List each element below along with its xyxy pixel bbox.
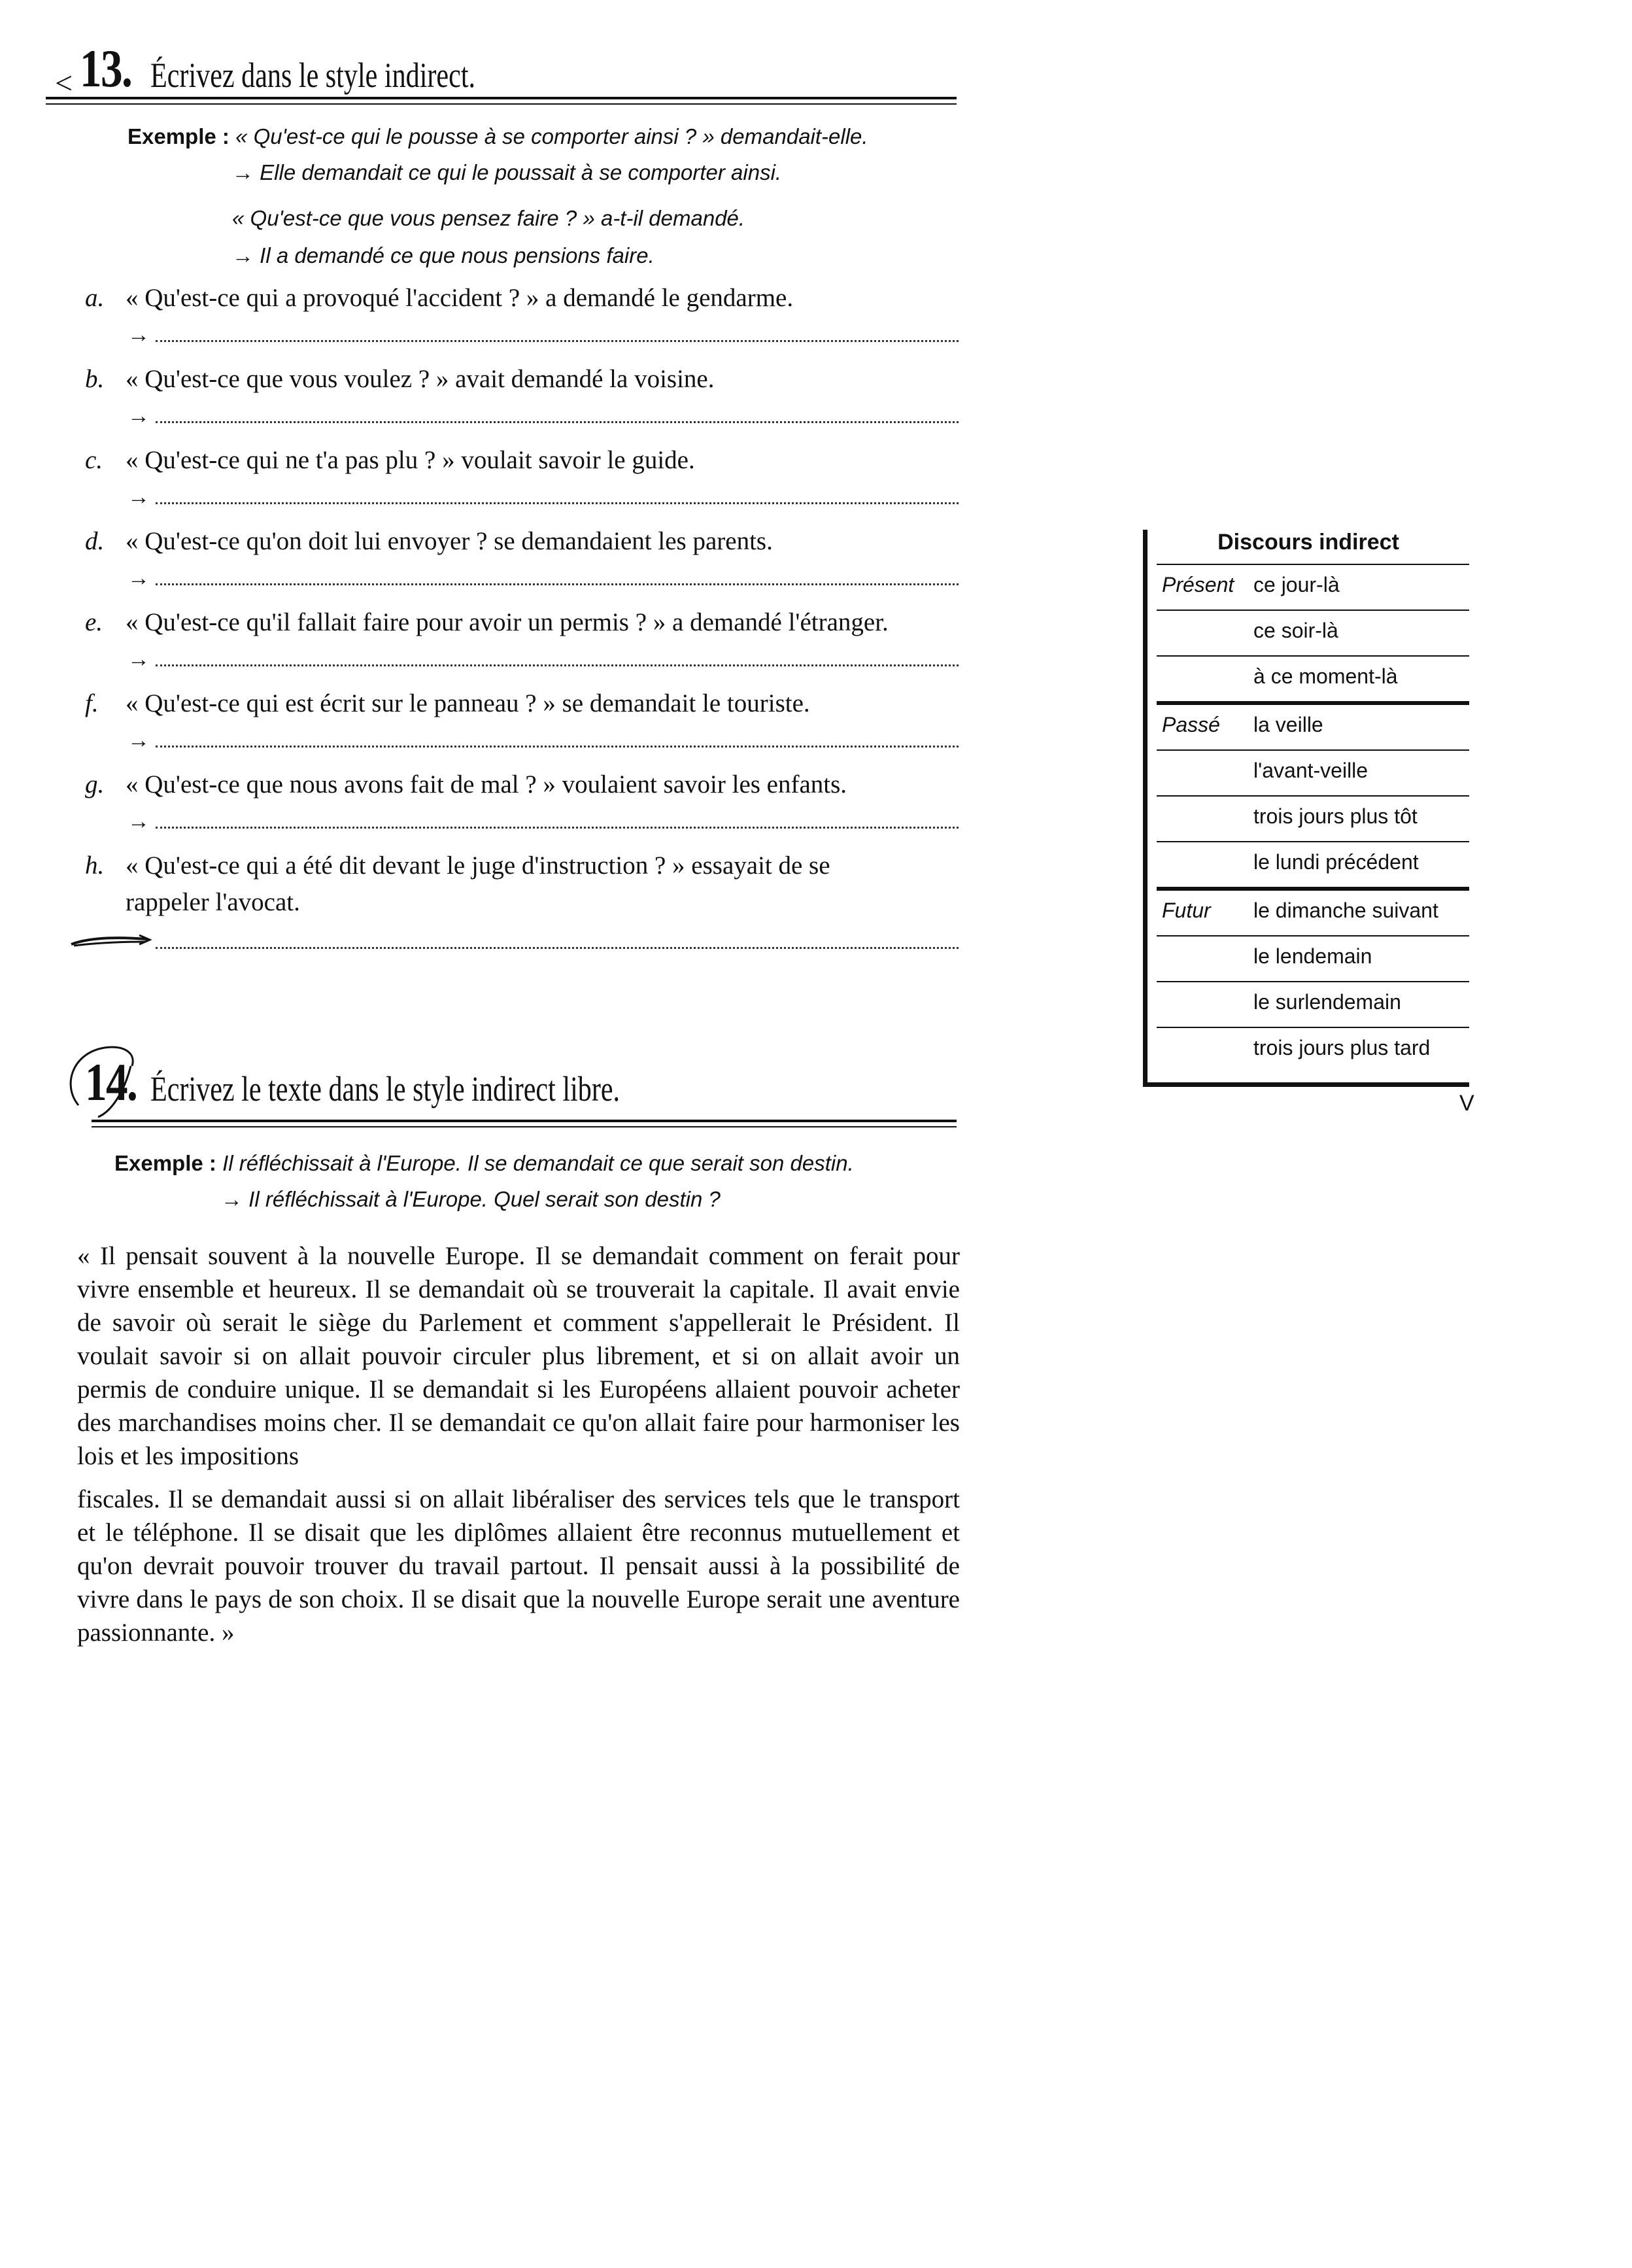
example-13-line-1: Exemple : « Qu'est-ce qui le pousse à se comporter ainsi ? » demandait-elle. [128,124,868,148]
table-row: le lendemain [1157,935,1469,982]
item-question: « Qu'est-ce qu'il fallait faire pour avoir un permis ? » a demandé l'étranger. [126,608,889,636]
indirect-speech-table [1143,530,1469,1087]
answer-line-b[interactable] [156,421,959,423]
table-row: trois jours plus tôt [1157,795,1469,842]
item-question: « Qu'est-ce qui a provoqué l'accident ? » a demandé le gendarme. [126,284,794,312]
item-letter: b. [85,365,105,393]
item-letter: h. [85,851,105,880]
answer-arrow: → [128,810,150,834]
table-row: Présent ce jour-là [1157,564,1469,611]
answer-arrow: → [128,566,150,591]
exercise-title: Écrivez dans le style indirect. [150,56,476,95]
text-paragraph-1: « Il pensait souvent à la nouvelle Europe. Il se demandait comment on ferait pour vivre ensemble et heureux. Il se demandait où se trouverait la capitale. Il avait envie de savoir où serait le siège du Parlement et comment s'appellerait le Président. Il voulait savoir si on allait pouvoir circuler plus librement, et si on allait avoir un permis de conduire unique. Il se demandait si les Européens allaient pouvoir acheter des marchandises moins cher. Il se demandait ce qu'on allait faire pour harmoniser les lois et les impositions [77,1242,960,1470]
answer-arrow: → [128,323,150,347]
table-row: Passé la veille [1157,701,1469,751]
header-rule-thin [92,1126,957,1127]
item-question: « Qu'est-ce qu'on doit lui envoyer ? se demandaient les parents. [126,527,773,555]
handwritten-arrow-icon [69,934,154,948]
example-label: Exemple : [114,1151,216,1175]
example-label: Exemple : [128,124,230,148]
example-13-line-4: → Il a demandé ce que nous pensions faire. [232,243,654,267]
answer-line-f[interactable] [156,746,959,747]
answer-line-c[interactable] [156,502,959,504]
example-14-line-1: Exemple : Il réfléchissait à l'Europe. Il se demandait ce que serait son destin. [114,1151,854,1175]
item-letter: d. [85,527,105,555]
answer-line-g[interactable] [156,827,959,829]
exercise-title: Écrivez le texte dans le style indirect libre. [150,1069,620,1108]
table-row: trois jours plus tard [1157,1027,1469,1074]
item-letter: a. [85,284,105,312]
exercise-number: 14. [85,1052,137,1112]
answer-arrow: → [128,647,150,672]
answer-arrow: → [128,485,150,509]
item-question: « Qu'est-ce qui a été dit devant le juge d'instruction ? » essayait de se [126,851,830,880]
table-row: l'avant-veille [1157,749,1469,797]
item-question: « Qu'est-ce que vous voulez ? » avait demandé la voisine. [126,365,715,393]
item-letter: e. [85,608,103,636]
example-13-line-3: « Qu'est-ce que vous pensez faire ? » a-t-il demandé. [232,206,745,230]
item-question: « Qu'est-ce qui ne t'a pas plu ? » voulait savoir le guide. [126,446,695,474]
handwritten-check-icon: < [55,66,73,101]
table-row: à ce moment-là [1157,655,1469,702]
header-rule-thin [46,103,957,105]
example-14-line-2: → Il réfléchissait à l'Europe. Quel serait son destin ? [221,1187,721,1211]
answer-line-a[interactable] [156,340,959,342]
answer-line-e[interactable] [156,664,959,666]
item-question-continued: rappeler l'avocat. [126,888,300,916]
item-question: « Qu'est-ce qui est écrit sur le panneau ? » se demandait le touriste. [126,689,810,717]
answer-arrow: → [128,729,150,753]
table-row: ce soir-là [1157,610,1469,657]
table-row: le lundi précédent [1157,841,1469,888]
answer-arrow: → [128,404,150,428]
handwritten-check-mark: V [1459,1091,1474,1116]
text-paragraph-2: fiscales. Il se demandait aussi si on allait libéraliser des services tels que le transport et le téléphone. Il se disait que les diplômes allaient être reconnus mutuellement et qu'on devrait pouvoir trouver du travail partout. Il pensait aussi à la possibilité de vivre dans le pays de son choix. Il se disait que la nouvelle Europe serait une aventure passionnante. » [77,1485,960,1647]
header-rule-thick [46,97,957,99]
answer-line-h[interactable] [156,947,959,949]
answer-line-d[interactable] [156,583,959,585]
table-row: Futur le dimanche suivant [1157,887,1469,936]
item-letter: g. [85,770,105,799]
item-letter: f. [85,689,99,717]
table-title: Discours indirect [1217,530,1399,555]
example-13-line-2: → Elle demandait ce qui le poussait à se comporter ainsi. [232,160,782,184]
table-row: le surlendemain [1157,981,1469,1028]
item-letter: c. [85,446,103,474]
exercise-number: 13. [80,39,132,98]
item-question: « Qu'est-ce que nous avons fait de mal ? » voulaient savoir les enfants. [126,770,847,799]
header-rule-thick [92,1120,957,1122]
